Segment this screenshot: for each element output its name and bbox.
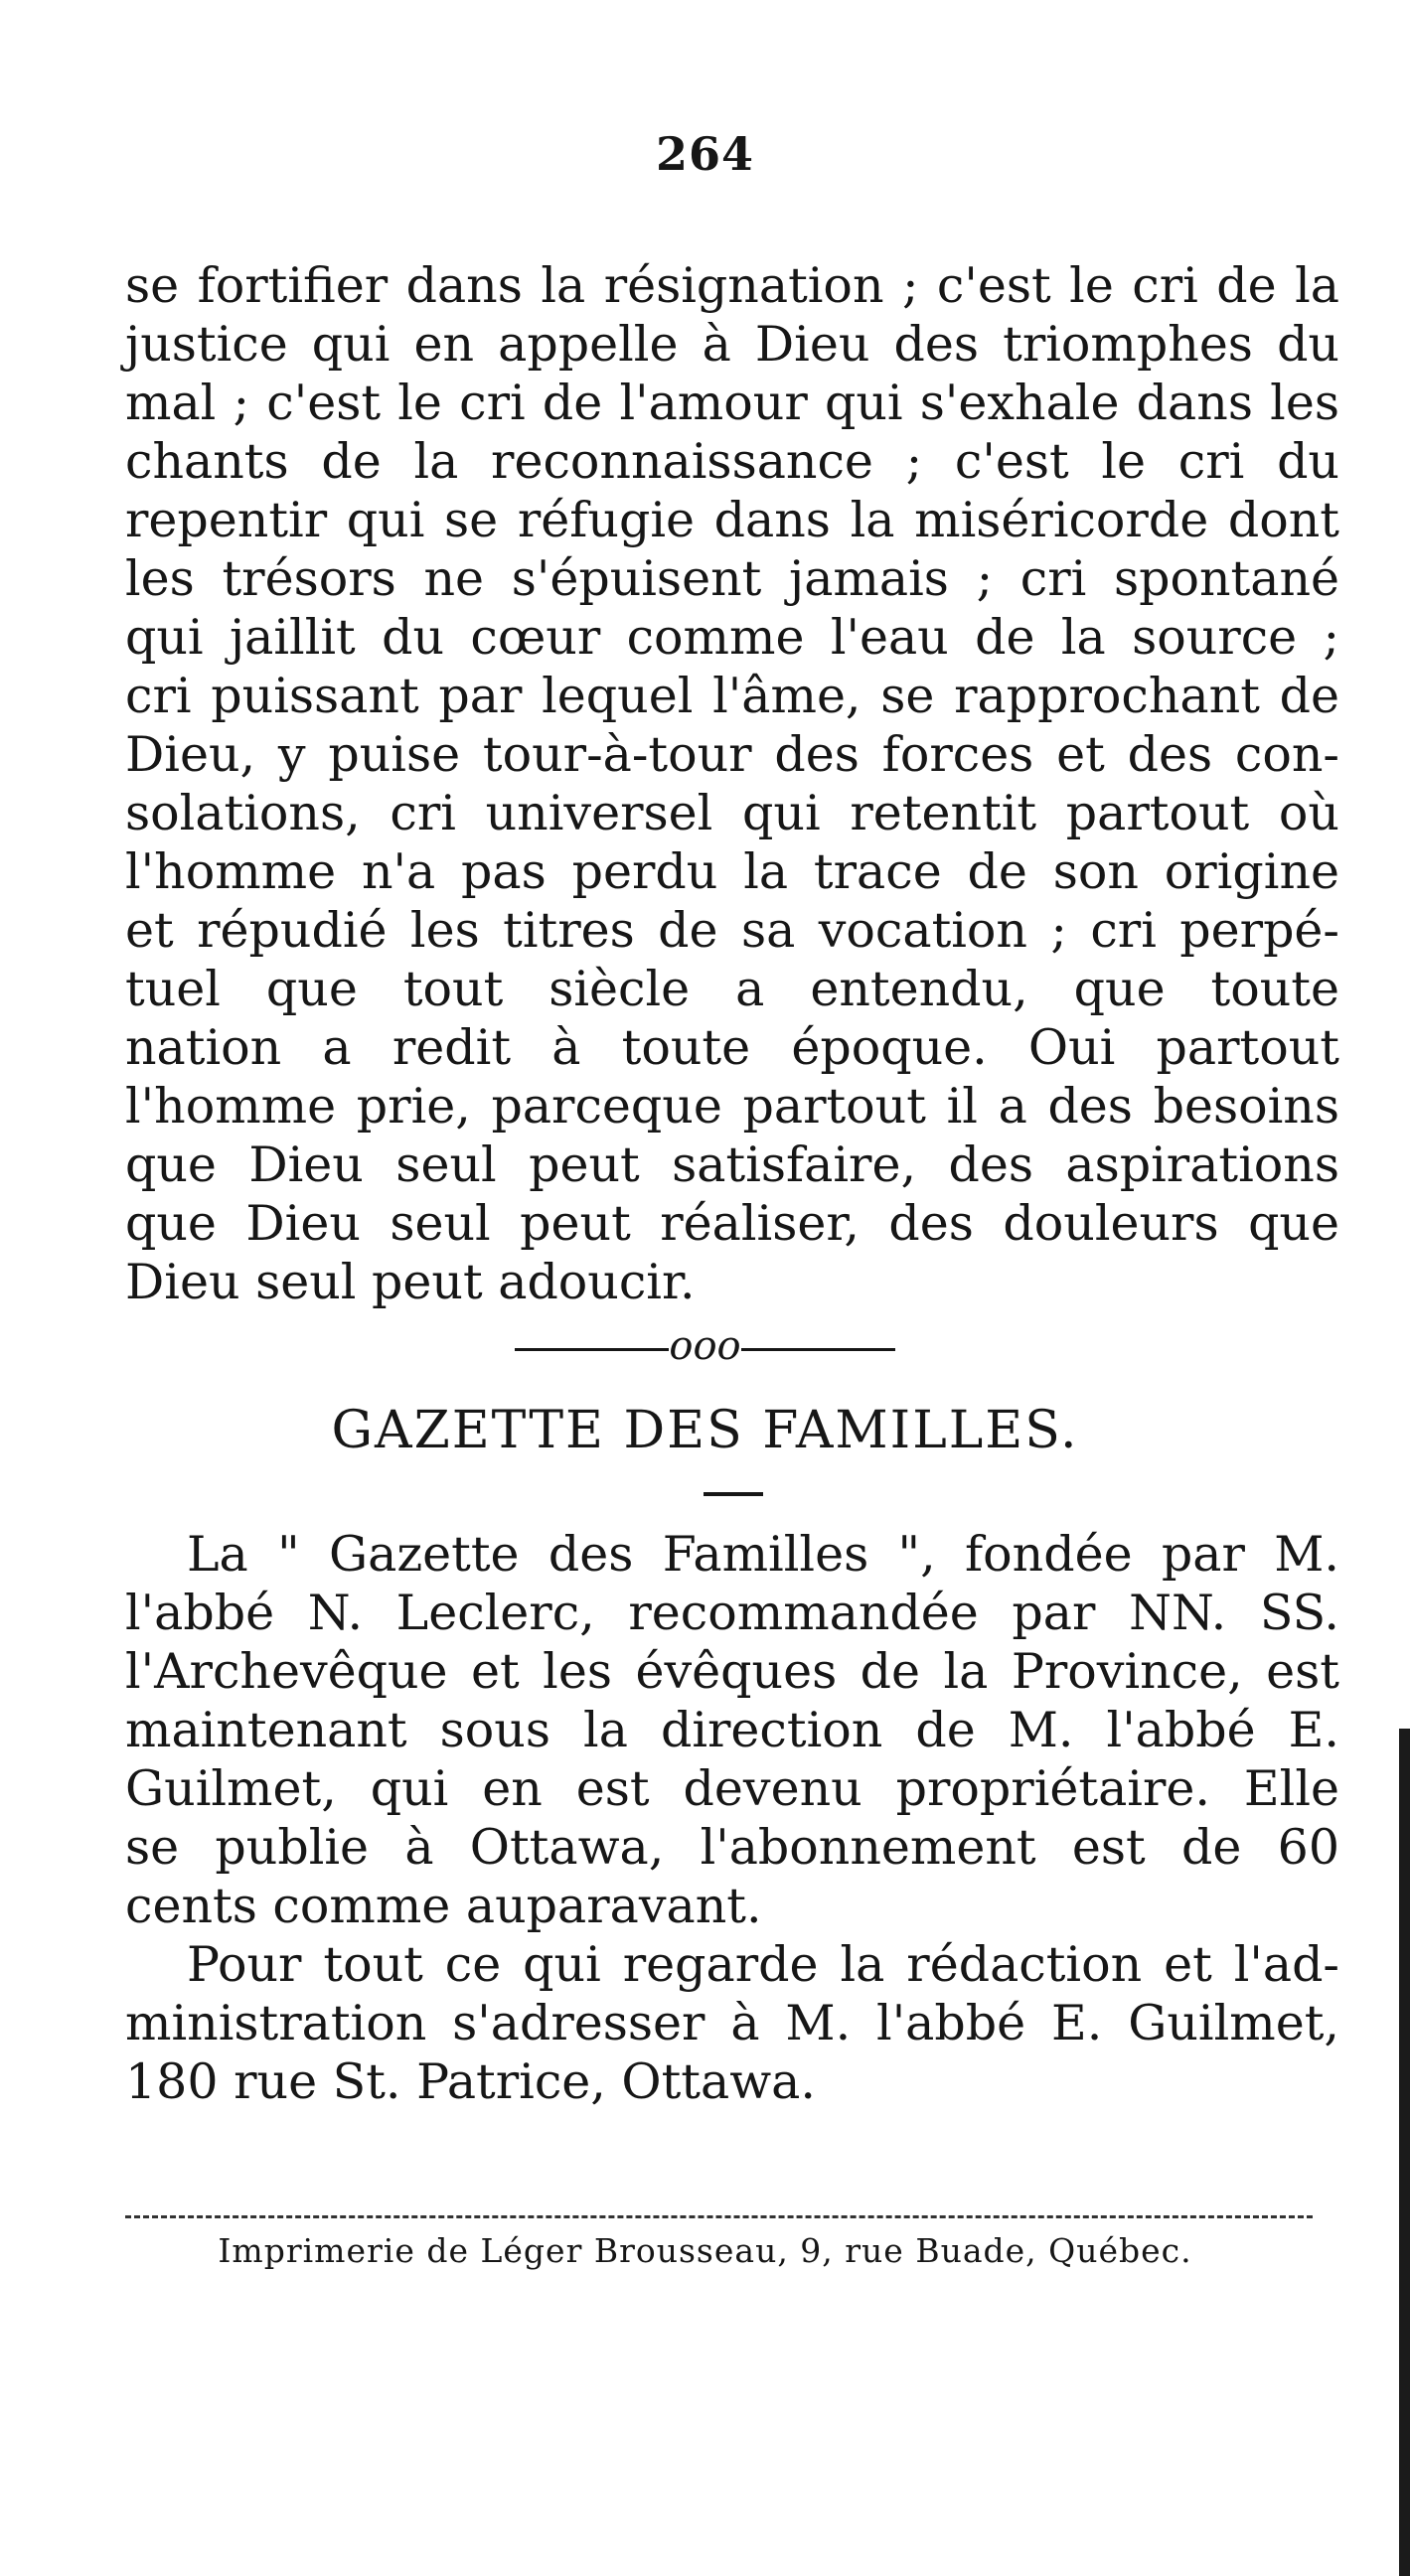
- separator-rule-left: [515, 1348, 669, 1351]
- text-line: cents comme auparavant.: [125, 1878, 762, 1934]
- text-line: se fortifier dans la résignation ; c'est le cri de la: [125, 257, 1339, 314]
- text-line: l'homme n'a pas perdu la trace de son origine: [125, 843, 1339, 900]
- section-separator: [0, 1316, 1410, 1376]
- text-line: maintenant sous la direction de M. l'abbé E.: [125, 1702, 1339, 1758]
- text-line: les trésors ne s'épuisent jamais ; cri spontané: [125, 550, 1339, 607]
- text-line: repentir qui se réfugie dans la miséricorde dont: [125, 492, 1339, 548]
- text-line: qui jaillit du cœur comme l'eau de la source ;: [125, 609, 1339, 666]
- text-line: Dieu, y puise tour-à-tour des forces et des con-: [125, 726, 1339, 783]
- separator-mark: ooo: [669, 1323, 741, 1369]
- text-line: l'homme prie, parceque partout il a des besoins: [125, 1078, 1339, 1135]
- text-line: solations, cri universel qui retentit partout où: [125, 785, 1339, 841]
- text-line: que Dieu seul peut satisfaire, des aspirations: [125, 1136, 1339, 1193]
- text-line: l'Archevêque et les évêques de la Province, est: [125, 1643, 1339, 1700]
- text-line: Pour tout ce qui regarde la rédaction et l'ad-: [187, 1936, 1339, 1993]
- text-line: tuel que tout siècle a entendu, que toute: [125, 961, 1339, 1017]
- gazette-text-block: [125, 1525, 1339, 2111]
- page-binding-edge: [1399, 1729, 1410, 2576]
- separator-rule-right: [741, 1348, 895, 1351]
- text-line: ministration s'adresser à M. l'abbé E. Guilmet,: [125, 1995, 1339, 2051]
- text-line: Dieu seul peut adoucir.: [125, 1254, 696, 1310]
- prayer-text-block: [125, 256, 1339, 1311]
- text-line: que Dieu seul peut réaliser, des douleurs que: [125, 1195, 1339, 1252]
- text-line: 180 rue St. Patrice, Ottawa.: [125, 2053, 816, 2110]
- text-line: mal ; c'est le cri de l'amour qui s'exhale dans les: [125, 375, 1339, 431]
- page-number: 264: [655, 127, 755, 181]
- text-line: justice qui en appelle à Dieu des triomphes du: [125, 316, 1339, 373]
- text-line: se publie à Ottawa, l'abonnement est de 60: [125, 1819, 1339, 1876]
- text-line: l'abbé N. Leclerc, recommandée par NN. SS.: [125, 1585, 1339, 1641]
- text-line: et répudié les titres de sa vocation ; cri perpé-: [125, 902, 1339, 959]
- title-underline-rule: [704, 1492, 763, 1496]
- printer-imprint: Imprimerie de Léger Brousseau, 9, rue Buade, Québec.: [218, 2231, 1192, 2270]
- text-line: La " Gazette des Familles ", fondée par M.: [187, 1526, 1339, 1583]
- text-line: cri puissant par lequel l'âme, se rapprochant de: [125, 668, 1339, 724]
- text-line: chants de la reconnaissance ; c'est le cri du: [125, 433, 1339, 490]
- text-line: Guilmet, qui en est devenu propriétaire. Elle: [125, 1760, 1339, 1817]
- footer-dashed-rule: [125, 2215, 1313, 2218]
- text-line: nation a redit à toute époque. Oui partout: [125, 1019, 1339, 1076]
- section-title: GAZETTE DES FAMILLES.: [331, 1401, 1079, 1460]
